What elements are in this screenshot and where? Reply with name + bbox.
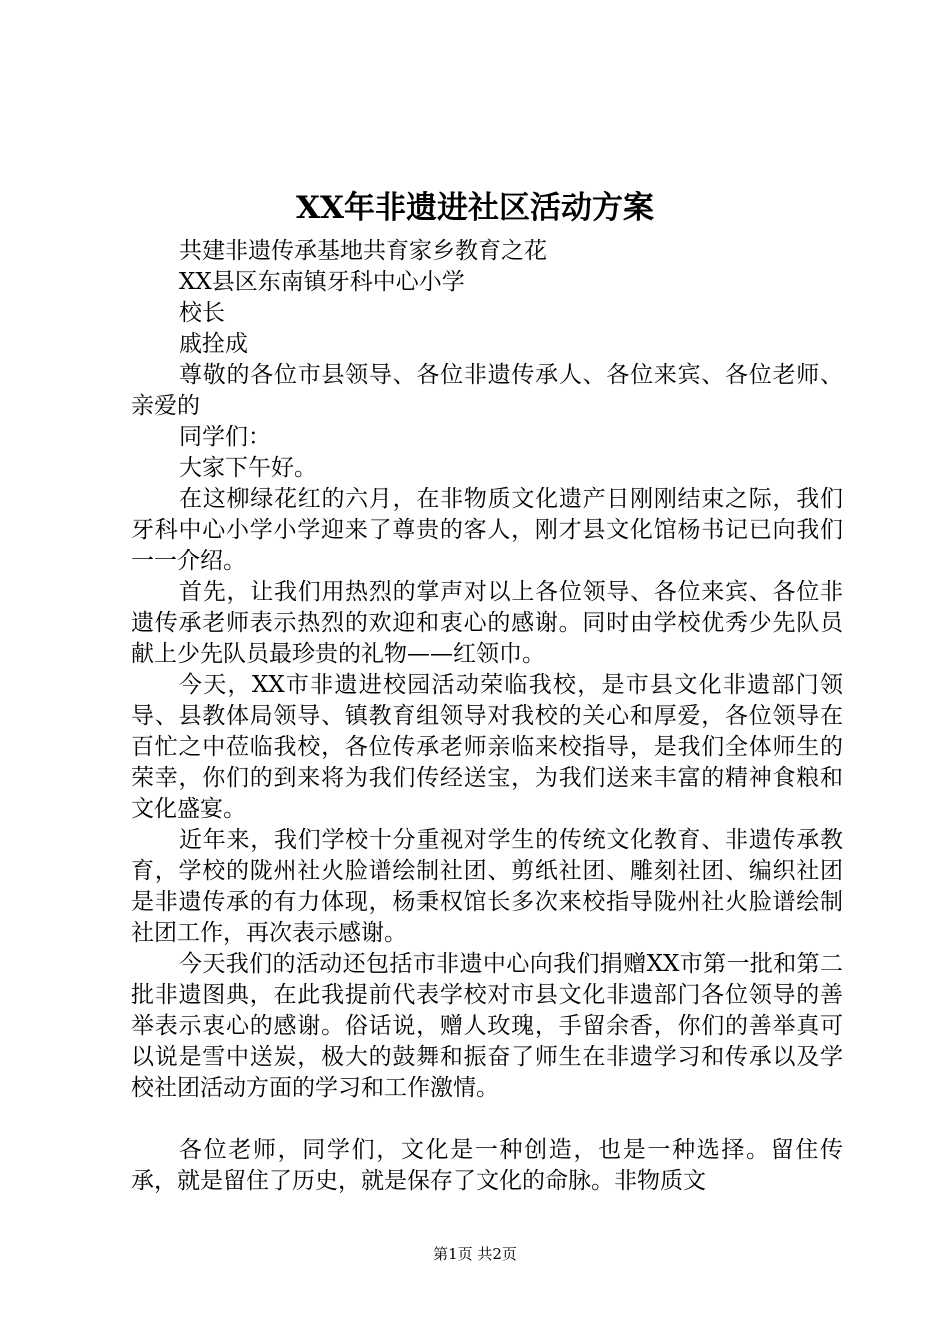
paragraph-greeting: 大家下午好。 — [179, 455, 317, 481]
paragraph-salutation: 尊敬的各位市县领导、各位非遗传承人、各位来宾、各位老师、亲爱的 — [131, 362, 843, 419]
paragraph-body: 今天，XX市非遗进校园活动荣临我校，是市县文化非遗部门领导、县教体局领导、镇教育组领导对我校的关心和厚爱，各位领导在百忙之中莅临我校，各位传承老师亲临来校指导，是我们全体师生的荣幸，你们的到来将为我们传经送宝，为我们送来丰富的精神食粮和文化盛宴。 — [131, 672, 843, 822]
paragraph-salutation-students: 同学们： — [179, 424, 271, 450]
document-title: XX年非遗进社区活动方案 — [295, 190, 655, 226]
paragraph-spacer — [131, 1104, 843, 1135]
paragraph-body: 近年来，我们学校十分重视对学生的传统文化教育、非遗传承教育，学校的陇州社火脸谱绘制社团、剪纸社团、雕刻社团、编织社团是非遗传承的有力体现，杨秉权馆长多次来校指导陇州社火脸谱绘制社团工作，再次表示感谢。 — [131, 827, 843, 946]
paragraph-body: 在这柳绿花红的六月，在非物质文化遗产日刚刚结束之际，我们牙科中心小学小学迎来了尊贵的客人，刚才县文化馆杨书记已向我们一一介绍。 — [131, 486, 843, 574]
document-body — [131, 236, 843, 1197]
paragraph-subtitle: 共建非遗传承基地共育家乡教育之花 — [179, 238, 547, 264]
paragraph-body: 今天我们的活动还包括市非遗中心向我们捐赠XX市第一批和第二批非遗图典，在此我提前代表学校对市县文化非遗部门各位领导的善举表示衷心的感谢。俗话说，赠人玫瑰，手留余香，你们的善举真可以说是雪中送炭，极大的鼓舞和振奋了师生在非遗学习和传承以及学校社团活动方面的学习和工作激情。 — [131, 951, 843, 1101]
paragraph-speaker: 戚拴成 — [179, 331, 248, 357]
paragraph-school: XX县区东南镇牙科中心小学 — [179, 269, 465, 295]
page-number-footer: 第1页 共2页 — [433, 1245, 517, 1263]
paragraph-role: 校长 — [179, 300, 225, 326]
paragraph-body: 各位老师，同学们，文化是一种创造，也是一种选择。留住传承，就是留住了历史，就是保存了文化的命脉。非物质文 — [131, 1137, 843, 1194]
paragraph-body: 首先，让我们用热烈的掌声对以上各位领导、各位来宾、各位非遗传承老师表示热烈的欢迎和衷心的感谢。同时由学校优秀少先队员献上少先队员最珍贵的礼物——红领巾。 — [131, 579, 843, 667]
